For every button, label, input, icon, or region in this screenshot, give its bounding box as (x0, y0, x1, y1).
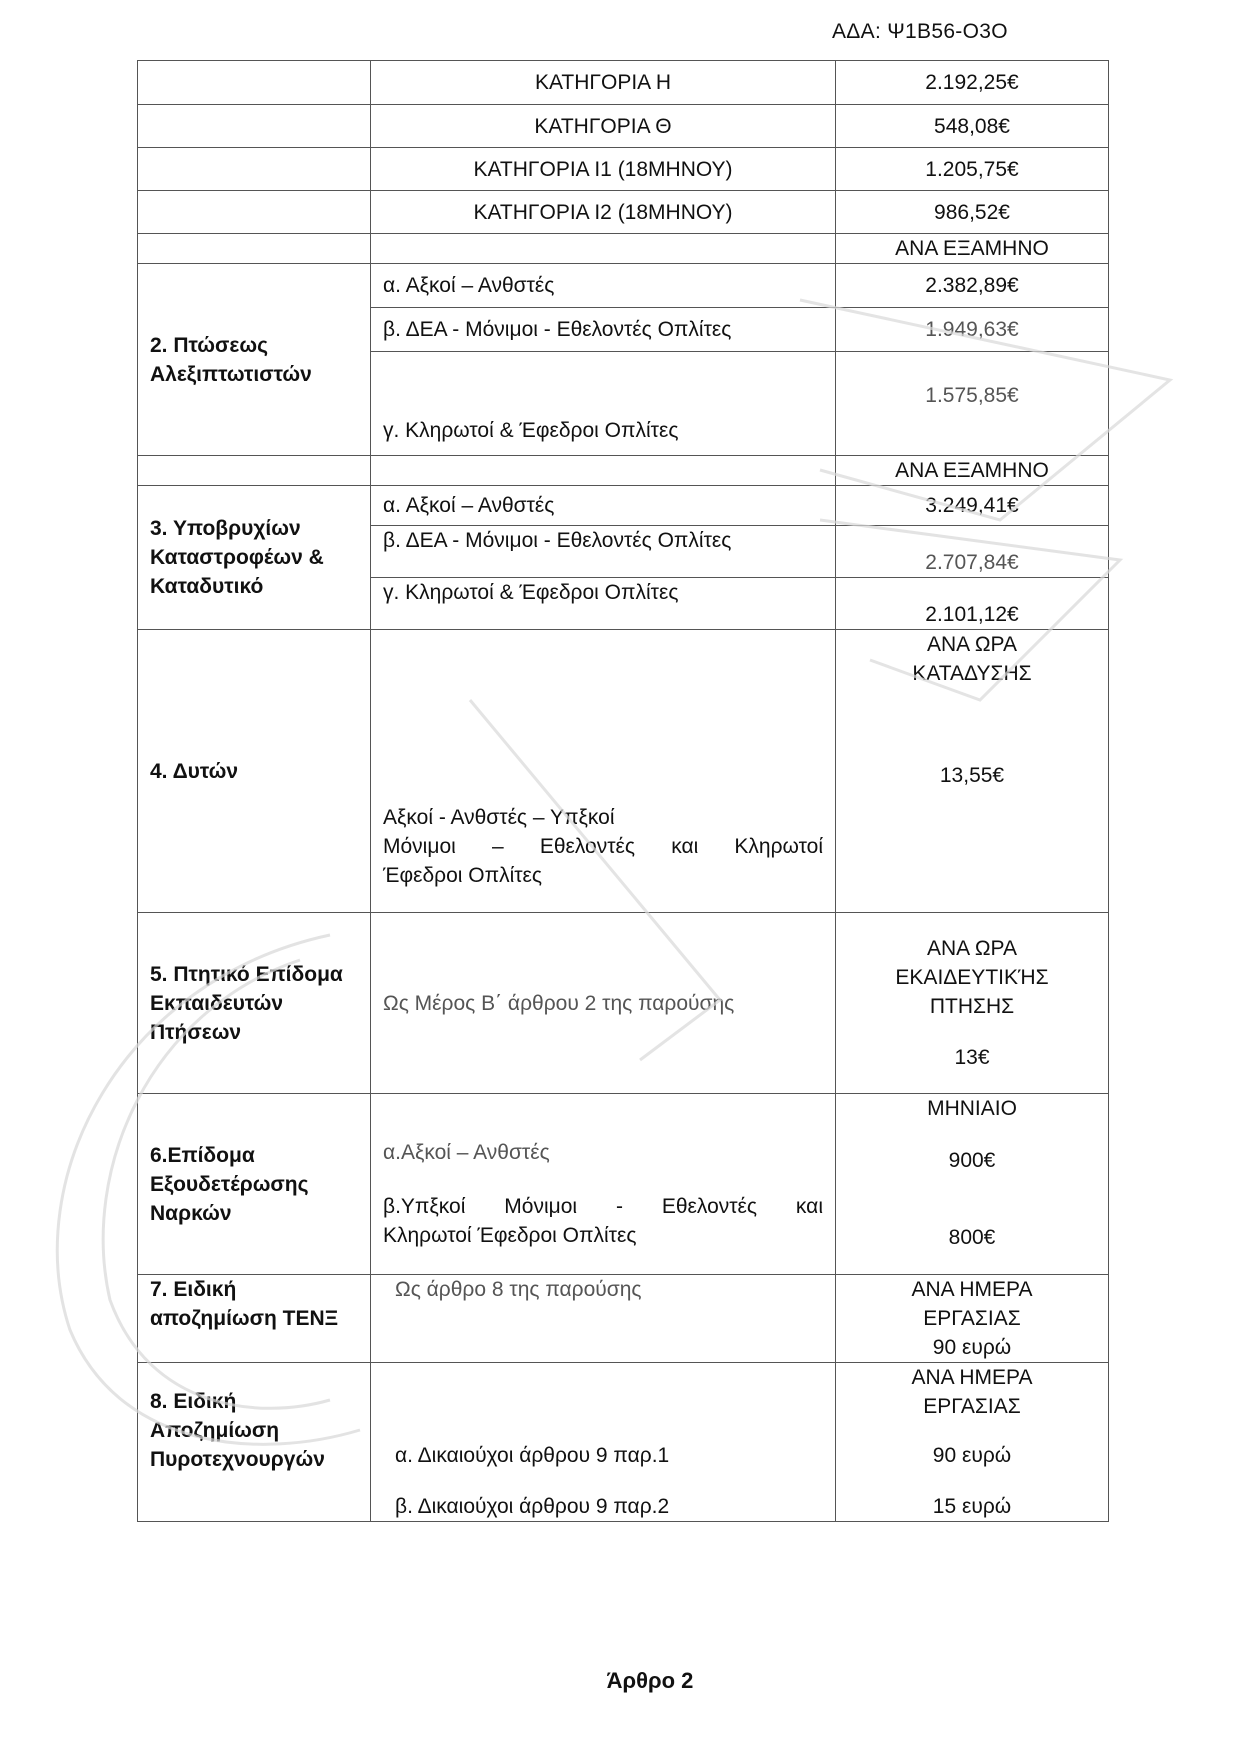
section-title: 8. Ειδική Αποζημίωση Πυροτεχνουργών (138, 1363, 371, 1522)
row-label: β. ΔΕΑ - Μόνιμοι - Εθελοντές Οπλίτες (371, 308, 836, 352)
row-amount: 2.101,12€ (836, 578, 1109, 630)
rate-amount: 13€ (954, 1046, 990, 1069)
category-amount: 1.205,75€ (836, 148, 1109, 191)
description-line: Μόνιμοι – Εθελοντές και Κληρωτοί (383, 835, 823, 858)
row-description: Ως Μέρος Β΄ άρθρου 2 της παρούσης (371, 913, 836, 1094)
rate-amount: 13,55€ (939, 764, 1005, 787)
rate-amount: 90 ευρώ (932, 1336, 1012, 1359)
section-title: 3. Υποβρυχίων Καταστροφέων & Καταδυτικό (138, 486, 371, 630)
description-line: Αξκοί - Ανθστές – Υπξκοί (383, 806, 615, 829)
table-row (138, 630, 1109, 913)
table-row (138, 486, 1109, 526)
category-amount: 548,08€ (836, 105, 1109, 148)
empty-cell (138, 191, 371, 234)
table-row (138, 1094, 1109, 1275)
row-amount: 1.949,63€ (836, 308, 1109, 352)
table-row (138, 61, 1109, 105)
period-label: ΕΡΓΑΣΙΑΣ (923, 1395, 1021, 1418)
empty-cell (138, 148, 371, 191)
row-label: β.Υπξκοί Μόνιμοι - Εθελοντές και (383, 1195, 823, 1218)
category-amount: 2.192,25€ (836, 61, 1109, 105)
rate-cell (836, 913, 1109, 1094)
table-row (138, 1363, 1109, 1522)
row-description (371, 1094, 836, 1275)
allowances-table (137, 60, 1109, 1522)
table-row (138, 456, 1109, 486)
period-label: ΑΝΑ ΕΞΑΜΗΝΟ (836, 456, 1109, 486)
row-amount: 2.707,84€ (836, 526, 1109, 578)
period-label: ΑΝΑ ΩΡΑ ΚΑΤΑΔΥΣΗΣ (912, 633, 1032, 685)
period-label: ΕΚΑΙΔΕΥΤΙΚΉΣ (895, 966, 1049, 989)
row-label: Κληρωτοί Έφεδροι Οπλίτες (383, 1224, 637, 1247)
row-label: α.Αξκοί – Ανθστές (383, 1141, 550, 1164)
category-amount: 986,52€ (836, 191, 1109, 234)
rate-amount: 90 ευρώ (932, 1444, 1012, 1467)
category-label: ΚΑΤΗΓΟΡΙΑ Ι1 (18ΜΗΝΟΥ) (371, 148, 836, 191)
article-heading: Άρθρο 2 (606, 1668, 694, 1693)
period-label: ΠΤΗΣΗΣ (929, 995, 1015, 1018)
period-label: ΕΡΓΑΣΙΑΣ (923, 1307, 1021, 1330)
table-row (138, 191, 1109, 234)
table-row (138, 913, 1109, 1094)
rate-cell (836, 1275, 1109, 1363)
period-label: ΑΝΑ ΩΡΑ (926, 937, 1017, 960)
section-title: 7. Ειδική αποζημίωση ΤΕΝΞ (138, 1275, 371, 1363)
row-amount: 3.249,41€ (836, 486, 1109, 526)
row-label: γ. Κληρωτοί & Έφεδροι Οπλίτες (371, 352, 836, 456)
rate-cell (836, 1094, 1109, 1275)
description-line: Έφεδροι Οπλίτες (383, 864, 543, 887)
row-description: Ως άρθρο 8 της παρούσης (371, 1275, 836, 1363)
period-label: ΑΝΑ ΗΜΕΡΑ (911, 1278, 1033, 1301)
row-label: α. Αξκοί – Ανθστές (371, 486, 836, 526)
table-row (138, 148, 1109, 191)
period-label: ΑΝΑ ΗΜΕΡΑ (911, 1366, 1033, 1389)
rate-amount: 800€ (948, 1226, 996, 1249)
empty-cell (138, 61, 371, 105)
rate-amount: 900€ (948, 1149, 996, 1172)
table-row (138, 1275, 1109, 1363)
ada-document-id: ΑΔΑ: Ψ1Β56-Ο3Ο (832, 20, 1008, 43)
row-label: α. Αξκοί – Ανθστές (371, 264, 836, 308)
category-label: ΚΑΤΗΓΟΡΙΑ Ι2 (18ΜΗΝΟΥ) (371, 191, 836, 234)
table-row (138, 264, 1109, 308)
row-label: β. Δικαιούχοι άρθρου 9 παρ.2 (395, 1495, 670, 1518)
rate-cell (836, 630, 1109, 913)
category-label: ΚΑΤΗΓΟΡΙΑ Θ (371, 105, 836, 148)
section-title: 4. Δυτών (138, 630, 371, 913)
row-description (371, 630, 836, 913)
empty-cell (371, 234, 836, 264)
period-label: ΑΝΑ ΕΞΑΜΗΝΟ (836, 234, 1109, 264)
rate-cell (836, 1363, 1109, 1522)
section-title: 2. Πτώσεως Αλεξιπτωτιστών (138, 264, 371, 456)
section-title: 5. Πτητικό Επίδομα Εκπαιδευτών Πτήσεων (138, 913, 371, 1094)
table-row (138, 234, 1109, 264)
table-row (138, 105, 1109, 148)
empty-cell (138, 234, 371, 264)
empty-cell (138, 456, 371, 486)
row-description (371, 1363, 836, 1522)
empty-cell (371, 456, 836, 486)
row-label: γ. Κληρωτοί & Έφεδροι Οπλίτες (371, 578, 836, 630)
rate-amount: 15 ευρώ (932, 1495, 1012, 1518)
category-label: ΚΑΤΗΓΟΡΙΑ Η (371, 61, 836, 105)
row-amount: 2.382,89€ (836, 264, 1109, 308)
section-title: 6.Επίδομα Εξουδετέρωσης Ναρκών (138, 1094, 371, 1275)
row-label: β. ΔΕΑ - Μόνιμοι - Εθελοντές Οπλίτες (371, 526, 836, 578)
row-label: α. Δικαιούχοι άρθρου 9 παρ.1 (395, 1444, 670, 1467)
empty-cell (138, 105, 371, 148)
period-label: ΜΗΝΙΑΙΟ (927, 1097, 1017, 1120)
row-amount: 1.575,85€ (836, 352, 1109, 456)
